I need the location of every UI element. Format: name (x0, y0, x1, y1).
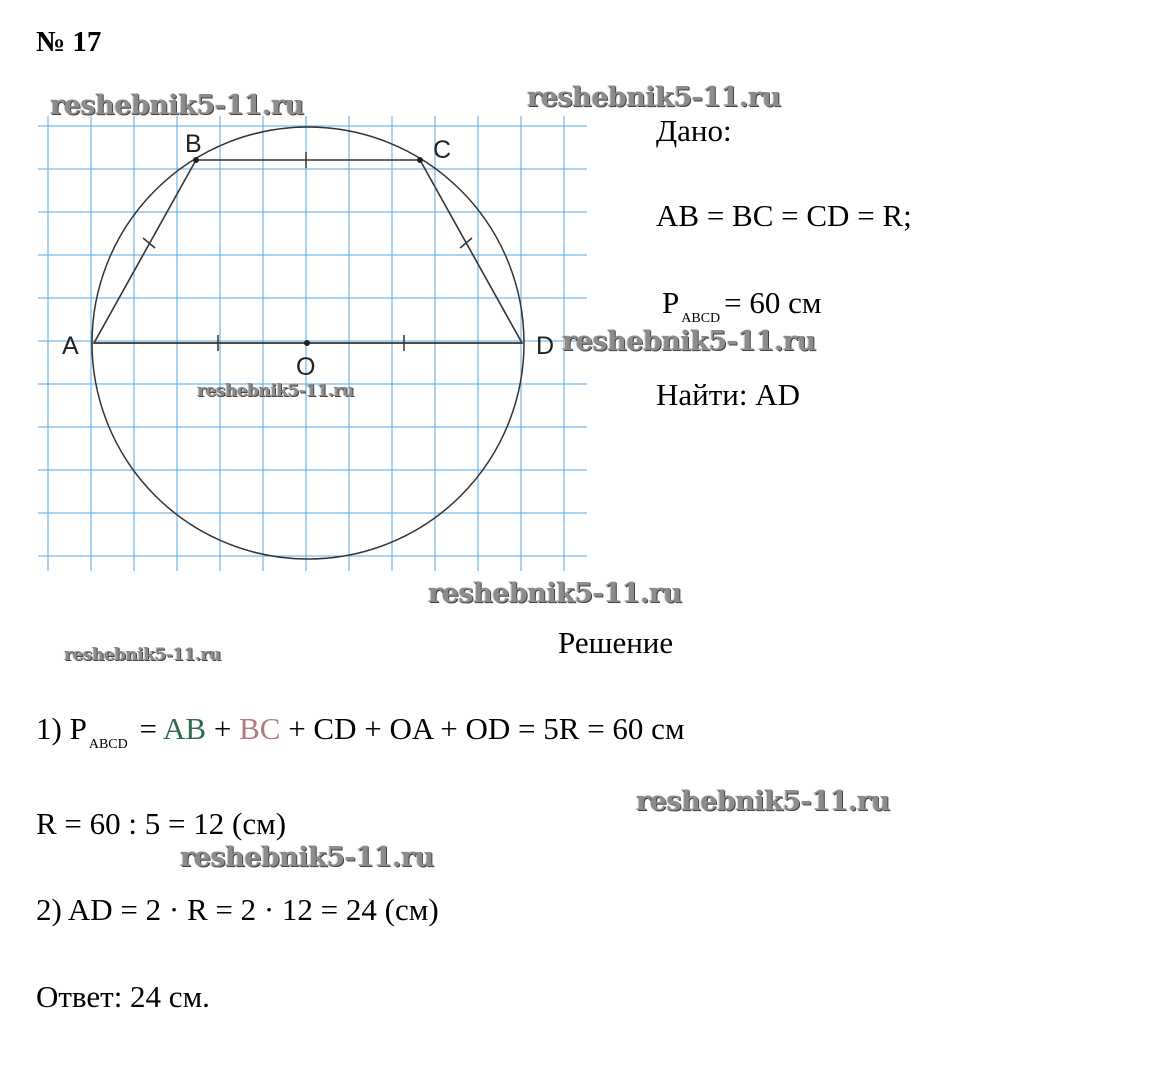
watermark: reshebnik5-11.ru (428, 578, 682, 609)
step-1-eq: = (131, 711, 164, 746)
watermark: reshebnik5-11.ru (636, 786, 890, 817)
perimeter-letter: P (662, 285, 680, 320)
step-1-plus: + (206, 711, 240, 746)
problem-number: № 17 (36, 26, 102, 58)
perimeter-value: = 60 см (724, 285, 822, 320)
circle-and-trapezoid (62, 127, 554, 559)
step-1-ab: AB (163, 711, 207, 746)
watermark: reshebnik5-11.ru (50, 90, 304, 121)
point-o (304, 340, 310, 346)
given-perimeter (662, 285, 822, 326)
solution-answer: Ответ: 24 см. (36, 979, 210, 1014)
solution-header: Решение (558, 625, 674, 660)
step-1-rest: + CD + OA + OD = 5R = 60 см (280, 711, 685, 746)
label-c: C (433, 136, 452, 164)
solution-step-1b: R = 60 : 5 = 12 (см) (36, 806, 287, 841)
point-c (417, 157, 423, 163)
watermark: reshebnik5-11.ru (527, 82, 781, 113)
given-title: Дано: (656, 113, 732, 148)
label-o: O (296, 353, 316, 381)
geometry-figure (0, 0, 600, 590)
label-a: A (62, 332, 79, 360)
tick-ab (143, 238, 155, 248)
step-1-p: P (69, 711, 87, 746)
tick-cd (460, 238, 472, 248)
step-1-number: 1) (36, 711, 62, 746)
watermark: reshebnik5-11.ru (562, 326, 816, 357)
label-b: B (185, 130, 202, 158)
given-find: Найти: AD (656, 377, 801, 412)
step-1-subscript: ABCD (88, 737, 128, 752)
watermark: reshebnik5-11.ru (64, 645, 221, 665)
step-1-bc: BC (239, 711, 281, 746)
solution-step-2: 2) AD = 2 · R = 2 · 12 = 24 (см) (36, 892, 439, 927)
given-equality: AB = BC = CD = R; (656, 198, 912, 233)
solution-step-1 (36, 711, 685, 752)
watermark: reshebnik5-11.ru (180, 842, 434, 873)
label-d: D (536, 332, 555, 360)
watermark: reshebnik5-11.ru (197, 381, 354, 401)
perimeter-subscript: ABCD (681, 311, 721, 326)
